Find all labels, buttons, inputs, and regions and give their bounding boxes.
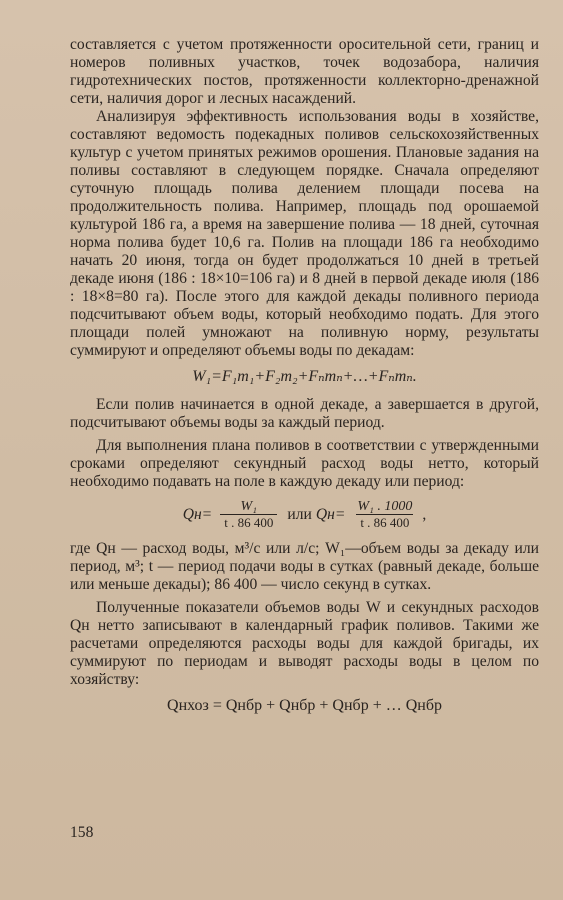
paragraph-4: Для выполнения плана поливов в соответствии с утвержденными сроками определяют секундный расход воды нетто, который необходимо подавать на поле в каждую декаду или период: xyxy=(70,437,539,490)
fraction-2-numerator: W₁ . 1000 xyxy=(357,499,413,514)
paragraph-3: Если полив начинается в одной декаде, а завершается в другой, подсчитывают объемы воды за каждый период. xyxy=(70,396,539,431)
formula-volume: W₁=F₁m₁+F₂m₂+Fₙmₙ+…+Fₙmₙ. xyxy=(192,368,417,385)
paragraph-6: Полученные показатели объемов воды W и секундных расходов Qн нетто записывают в календарный график поливов. Такими же расчетами определяются расходы воды для каждой бригады, их суммируют по периодам и выводят расходы воды в целом по хозяйству: xyxy=(70,599,539,688)
formula-flow-lhs-1: Qн= xyxy=(182,505,213,523)
paragraph-2: Анализируя эффективность использования воды в хозяйстве, составляют ведомость подекадных поливов сельскохозяйственных культур с учетом принятых режимов орошения. Плановые задания на поливы составляют в следующем порядке. Сначала определяют суточную площадь полива делением площади посева на продолжительность полива. Например, площадь под орошаемой культурой 186 га, а время на завершение полива — 18 дней, суточная норма полива будет 10,6 га. Полив на площади 186 га необходимо начать 20 июня, тогда он будет продолжаться 10 дней в третьей декаде июня (186 : 18×10=106 га) и 8 дней в первой декаде июля (186 : 18×8=80 га). После этого для каждой декады поливного периода подсчитывают объем воды, который необходимо подать. Для этого площади полей умножают на поливную норму, результаты суммируют и определяют объемы воды по декадам: xyxy=(70,108,539,359)
formula-flow-or: или xyxy=(287,505,312,523)
fraction-2-denominator: t . 86 400 xyxy=(356,514,413,530)
formula-flow-fraction-1 xyxy=(220,499,277,530)
fraction-1-denominator: t . 86 400 xyxy=(220,514,277,530)
formula-flow-lhs-2: Qн= xyxy=(315,505,346,523)
page-number: 158 xyxy=(70,824,94,841)
fraction-1-numerator: W₁ xyxy=(240,499,258,514)
formula-flow-tail: , xyxy=(422,505,427,523)
formula-total: Qнхоз = Qнбр + Qнбр + Qнбр + … Qнбр xyxy=(167,697,442,714)
paragraph-5: где Qн — расход воды, м³/с или л/с; W₁—объем воды за декаду или период, м³; t — период подачи воды в сутках (равный декаде, больше или меньше декады); 86 400 — число секунд в сутках. xyxy=(70,540,539,593)
formula-flow xyxy=(70,499,539,530)
paragraph-1: составляется с учетом протяженности оросительной сети, границ и номеров поливных участков, точек водозабора, наличия гидротехнических постов, протяженности коллекторно-дренажной сети, наличия дорог и лесных насаждений. xyxy=(70,36,539,107)
formula-flow-fraction-2 xyxy=(353,499,416,530)
